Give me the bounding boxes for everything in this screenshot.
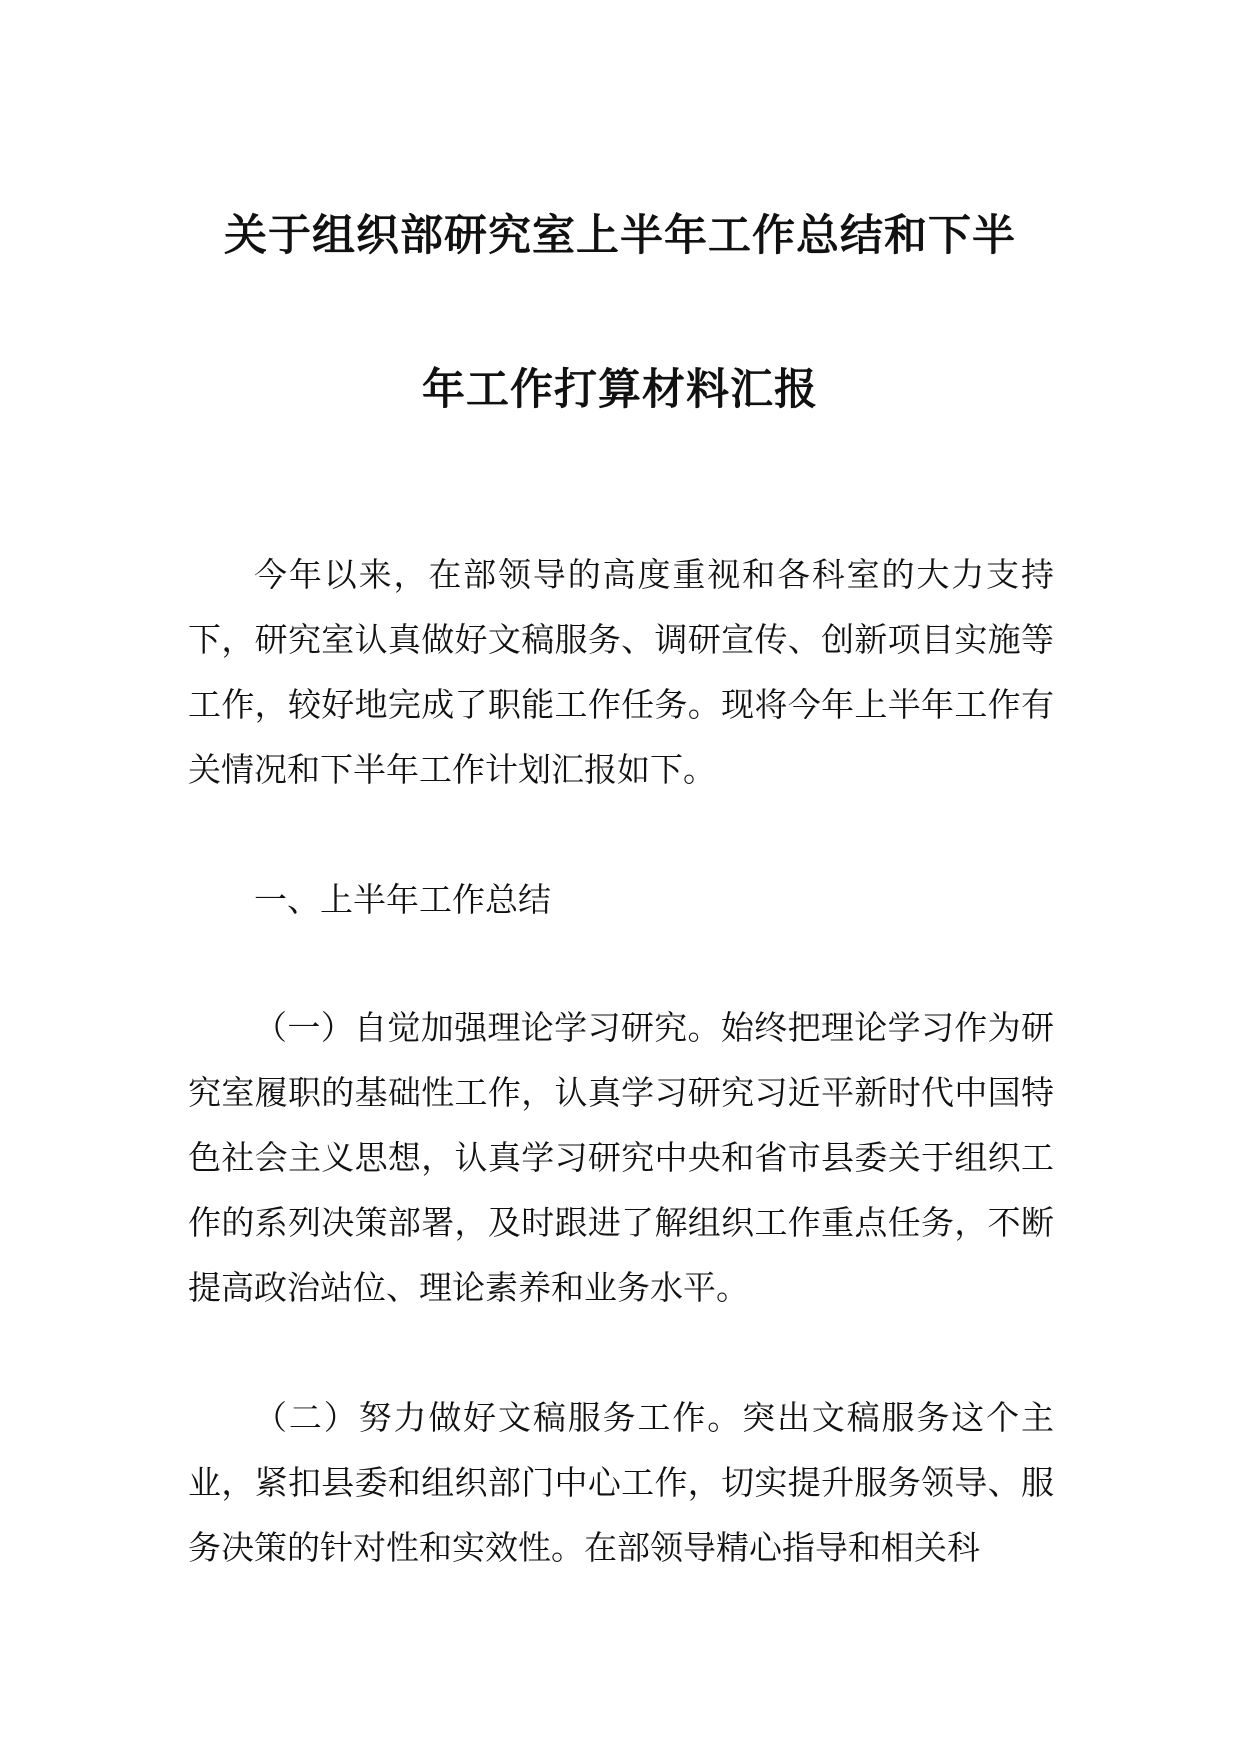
document-title-line-1: 关于组织部研究室上半年工作总结和下半 [224, 211, 1016, 261]
item-one-paragraph: （一）自觉加强理论学习研究。始终把理论学习作为研究室履职的基础性工作，认真学习研究习近平新时代中国特色社会主义思想，认真学习研究中央和省市县委关于组织工作的系列决策部署，及时跟进了解组织工作重点任务，不断提高政治站位、理论素养和业务水平。 [188, 1008, 1054, 1307]
section-heading: 一、上半年工作总结 [254, 880, 551, 919]
intro-paragraph: 今年以来，在部领导的高度重视和各科室的大力支持下，研究室认真做好文稿服务、调研宣传、创新项目实施等工作，较好地完成了职能工作任务。现将今年上半年工作有关情况和下半年工作计划汇报如下。 [188, 555, 1054, 789]
document-title-line-2: 年工作打算材料汇报 [422, 365, 818, 415]
item-two-paragraph: （二）努力做好文稿服务工作。突出文稿服务这个主业，紧扣县委和组织部门中心工作，切实提升服务领导、服务决策的针对性和实效性。在部领导精心指导和相关科 [188, 1398, 1054, 1567]
